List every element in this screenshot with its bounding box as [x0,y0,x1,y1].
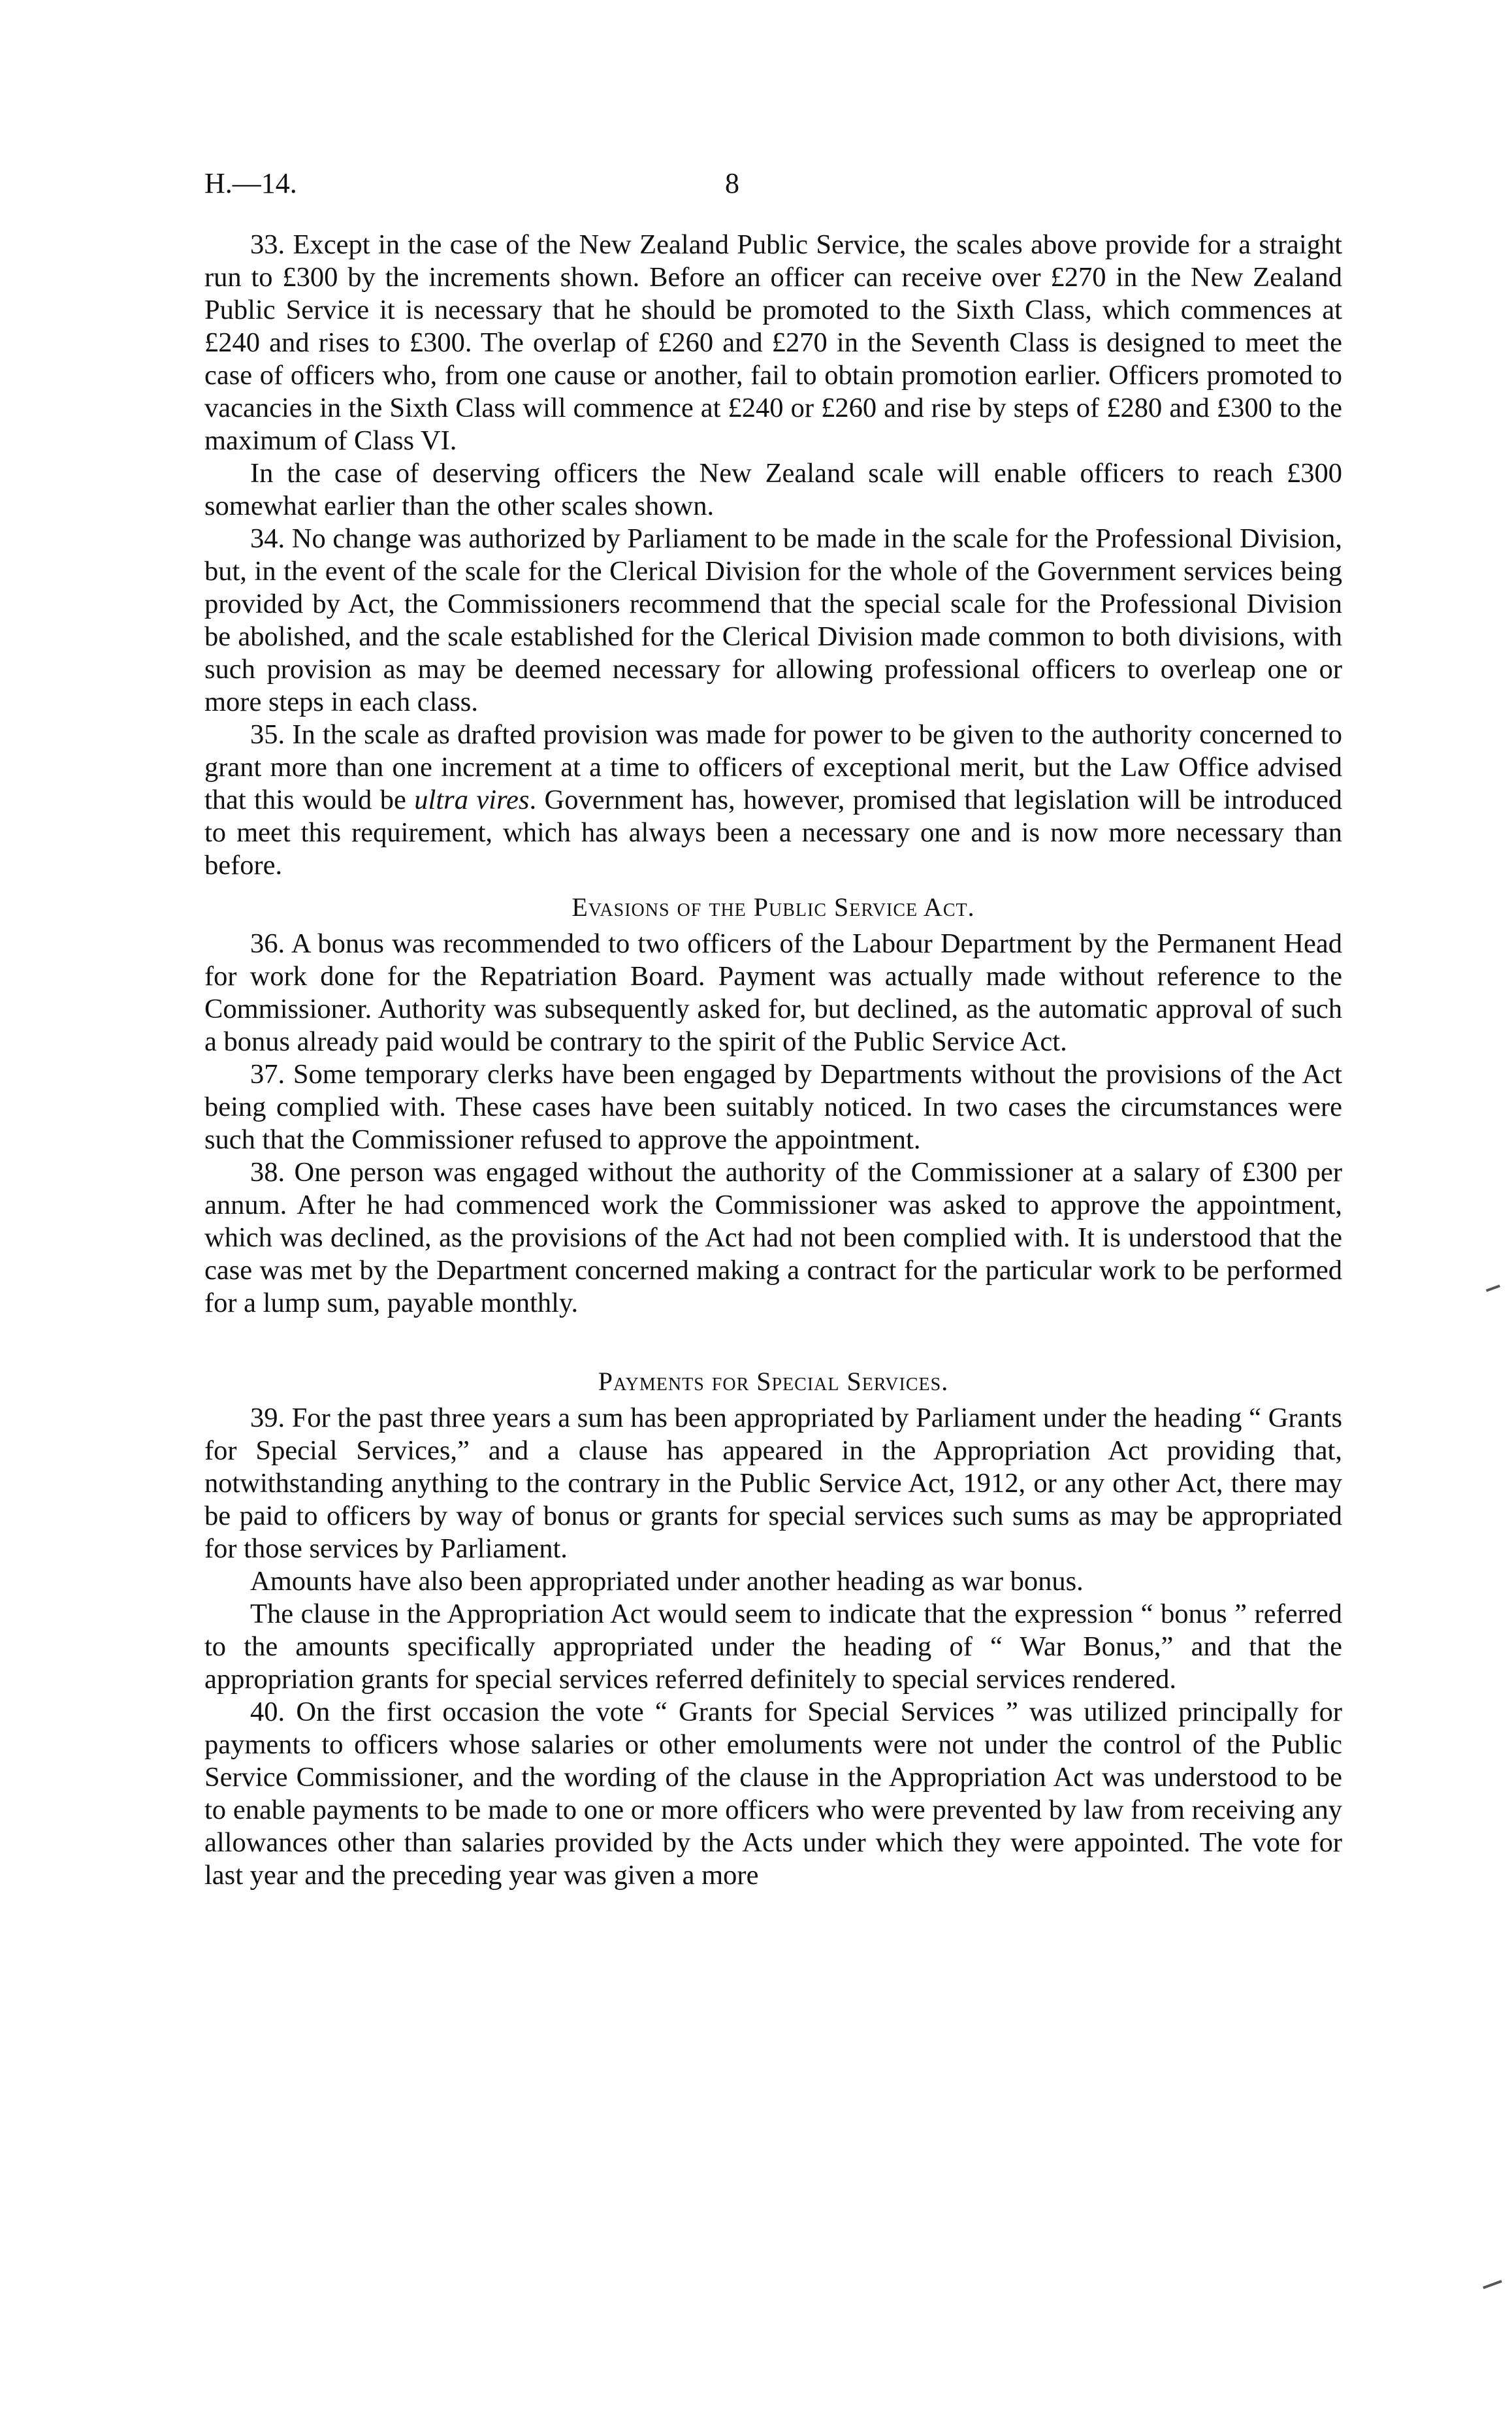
italic-phrase: ultra vires [414,785,530,815]
paragraph: The clause in the Appropriation Act would seem to indicate that the expression “ bonus ” referred to the amounts specifically appropriated under the heading of “ War Bonus,” and that the appropriation grants for special services referred definitely to special services rendered. [204,1599,1342,1695]
paragraph-40: 40. On the first occasion the vote “ Grants for Special Services ” was utilized principally for payments to officers whose salaries or other emoluments were not under the control of the Public Service Commissioner, and the wording of the clause in the Appropriation Act was understood to be to enable payments to be made to one or more officers who were prevented by law from receiving any allowances other than salaries provided by the Acts under which they were appointed. The vote for last year and the preceding year was given a more [204,1697,1342,1891]
paragraph-35: 35. In the scale as drafted provision was made for power to be given to the authority concerned to grant more than one increment at a time to officers of exceptional merit, but the Law Office advised that this would be ultra vires. Government has, however, promised that legislation will be introduced to meet this requirement, which has always been a necessary one and is now more necessary than before. [204,719,1342,881]
scan-mark [1486,1284,1500,1292]
page-number: 8 [725,167,739,199]
document-reference: H.—14. [204,167,297,199]
section-heading-evasions: Evasions of the Public Service Act. [571,892,975,922]
document-body [204,229,1342,1892]
section-heading-payments: Payments for Special Services. [598,1367,949,1396]
scan-mark [1483,2280,1502,2289]
paragraph: Amounts have also been appropriated under another heading as war bonus. [250,1566,1084,1597]
paragraph-38: 38. One person was engaged without the authority of the Commissioner at a salary of £300 per annum. After he had commenced work the Commissioner was asked to approve the appointment, which was declined, as the provisions of the Act had not been complied with. It is understood that the case was met by the Department concerned making a contract for the particular work to be performed for a lump sum, payable monthly. [204,1157,1342,1318]
paragraph-36: 36. A bonus was recommended to two officers of the Labour Department by the Permanent Head for work done for the Repatriation Board. Payment was actually made without reference to the Commissioner. Authority was subsequently asked for, but declined, as the automatic approval of such a bonus already paid would be contrary to the spirit of the Public Service Act. [204,928,1342,1057]
paragraph-34: 34. No change was authorized by Parliament to be made in the scale for the Professional Division, but, in the event of the scale for the Clerical Division for the whole of the Government services being provided by Act, the Commissioners recommend that the special scale for the Professional Division be abolished, and the scale established for the Clerical Division made common to both divisions, with such provision as may be deemed necessary for allowing professional officers to overleap one or more steps in each class. [204,523,1342,717]
paragraph-33: 33. Except in the case of the New Zealand Public Service, the scales above provide for a straight run to £300 by the increments shown. Before an officer can receive over £270 in the New Zealand Public Service it is necessary that he should be promoted to the Sixth Class, which commences at £240 and rises to £300. The overlap of £260 and £270 in the Seventh Class is designed to meet the case of officers who, from one cause or another, fail to obtain promotion earlier. Officers promoted to vacancies in the Sixth Class will commence at £240 or £260 and rise by steps of £280 and £300 to the maximum of Class VI. [204,229,1342,456]
paragraph-39: 39. For the past three years a sum has been appropriated by Parliament under the heading “ Grants for Special Services,” and a clause has appeared in the Appropriation Act providing that, notwithstanding anything to the contrary in the Public Service Act, 1912, or any other Act, there may be paid to officers by way of bonus or grants for special services such sums as may be appropriated for those services by Parliament. [204,1403,1342,1564]
paragraph: In the case of deserving officers the New Zealand scale will enable officers to reach £300 somewhat earlier than the other scales shown. [204,458,1342,521]
paragraph-37: 37. Some temporary clerks have been engaged by Departments without the provisions of the Act being complied with. These cases have been suitably noticed. In two cases the circumstances were such that the Commissioner refused to approve the appointment. [204,1059,1342,1155]
